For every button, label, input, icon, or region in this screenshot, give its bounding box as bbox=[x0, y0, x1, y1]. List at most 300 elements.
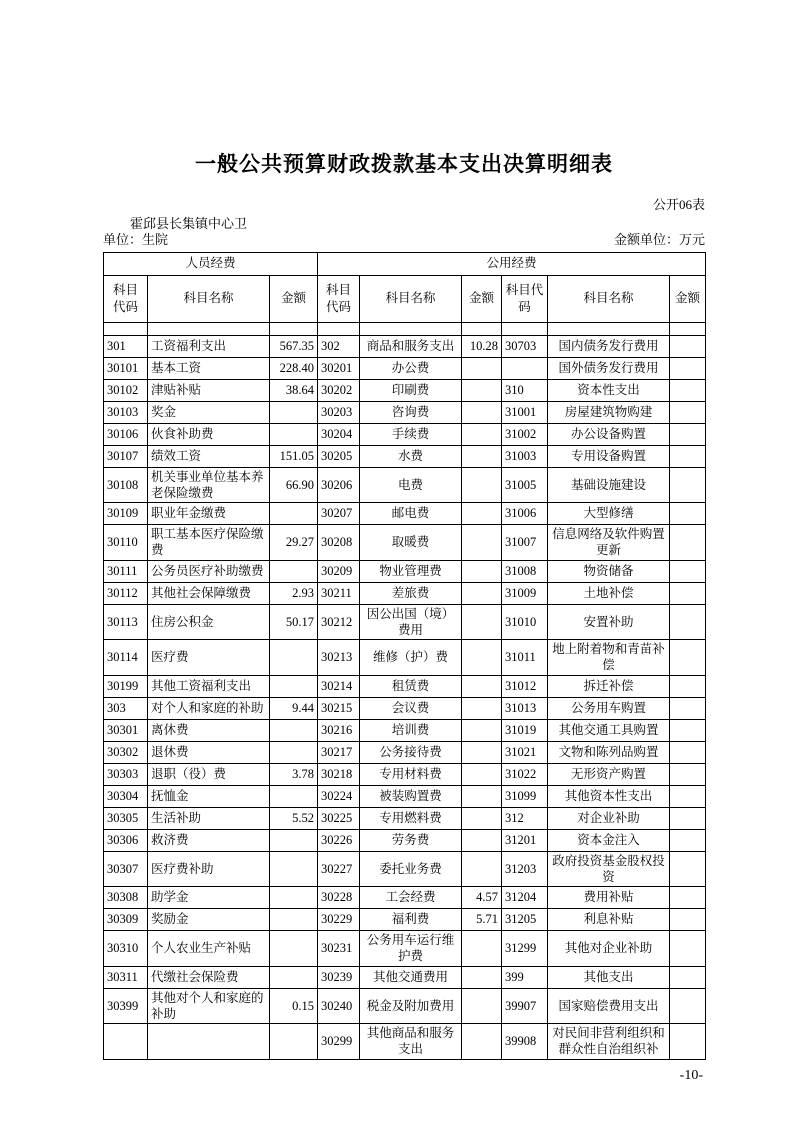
subject-name-cell: 租赁费 bbox=[360, 675, 462, 697]
subject-code-cell: 30399 bbox=[104, 988, 148, 1024]
subject-name-cell: 对民间非营利组织和群众性自治组织补 bbox=[548, 1024, 670, 1060]
subject-code-cell: 30303 bbox=[104, 763, 148, 785]
subject-name-cell: 离休费 bbox=[148, 719, 270, 741]
subject-name-cell: 取暖费 bbox=[360, 525, 462, 561]
amount-cell: 4.57 bbox=[462, 887, 502, 909]
amount-cell bbox=[670, 966, 706, 988]
subject-code-cell: 30301 bbox=[104, 719, 148, 741]
subject-code-cell: 31005 bbox=[502, 467, 548, 503]
subject-name-header: 科目名称 bbox=[148, 275, 270, 322]
subject-code-cell: 31099 bbox=[502, 785, 548, 807]
subject-name-cell: 救济费 bbox=[148, 829, 270, 851]
subject-code-cell: 310 bbox=[502, 379, 548, 401]
amount-cell bbox=[462, 467, 502, 503]
amount-cell bbox=[670, 357, 706, 379]
amount-cell bbox=[270, 401, 318, 423]
amount-cell bbox=[670, 785, 706, 807]
amount-cell bbox=[270, 741, 318, 763]
amount-cell bbox=[270, 785, 318, 807]
unit-name-line2: 单位：生院 bbox=[103, 232, 169, 248]
amount-cell: 38.64 bbox=[270, 379, 318, 401]
subject-code-cell: 31204 bbox=[502, 887, 548, 909]
table-row bbox=[104, 379, 706, 401]
amount-cell: 3.78 bbox=[270, 763, 318, 785]
amount-cell bbox=[670, 423, 706, 445]
subject-code-cell: 31010 bbox=[502, 604, 548, 640]
table-row bbox=[104, 503, 706, 525]
subject-name-cell: 文物和陈列品购置 bbox=[548, 741, 670, 763]
subject-code-cell: 31008 bbox=[502, 560, 548, 582]
subject-name-cell: 基本工资 bbox=[148, 357, 270, 379]
table-row bbox=[104, 525, 706, 561]
subject-name-cell: 职工基本医疗保险缴费 bbox=[148, 525, 270, 561]
subject-name-cell: 专用设备购置 bbox=[548, 445, 670, 467]
subject-code-cell: 30102 bbox=[104, 379, 148, 401]
amount-cell: 10.28 bbox=[462, 335, 502, 357]
subject-name-cell: 专用燃料费 bbox=[360, 807, 462, 829]
amount-cell bbox=[462, 988, 502, 1024]
table-row bbox=[104, 966, 706, 988]
subject-code-cell: 31009 bbox=[502, 582, 548, 604]
subject-code-cell: 303 bbox=[104, 697, 148, 719]
amount-cell bbox=[670, 1024, 706, 1060]
subject-code-cell: 30239 bbox=[318, 966, 360, 988]
table-row bbox=[104, 335, 706, 357]
subject-code-cell: 30302 bbox=[104, 741, 148, 763]
amount-cell bbox=[270, 966, 318, 988]
subject-code-cell: 30208 bbox=[318, 525, 360, 561]
subject-name-cell: 工会经费 bbox=[360, 887, 462, 909]
subject-code-cell: 30703 bbox=[502, 335, 548, 357]
subject-name-cell: 地上附着物和青苗补偿 bbox=[548, 640, 670, 676]
amount-cell bbox=[462, 379, 502, 401]
amount-cell bbox=[670, 445, 706, 467]
subject-name-cell: 维修（护）费 bbox=[360, 640, 462, 676]
amount-cell: 66.90 bbox=[270, 467, 318, 503]
subject-code-cell: 31001 bbox=[502, 401, 548, 423]
subject-code-cell: 31201 bbox=[502, 829, 548, 851]
subject-code-cell: 31002 bbox=[502, 423, 548, 445]
subject-name-cell: 公务员医疗补助缴费 bbox=[148, 560, 270, 582]
amount-cell bbox=[670, 604, 706, 640]
subject-code-cell: 30225 bbox=[318, 807, 360, 829]
subject-name-cell: 差旅费 bbox=[360, 582, 462, 604]
subject-code-cell: 31013 bbox=[502, 697, 548, 719]
empty-cell bbox=[270, 322, 318, 335]
subject-name-cell: 国内债务发行费用 bbox=[548, 335, 670, 357]
subject-name-cell: 水费 bbox=[360, 445, 462, 467]
subject-code-cell: 30304 bbox=[104, 785, 148, 807]
subject-name-cell: 物资储备 bbox=[548, 560, 670, 582]
subject-code-cell: 30214 bbox=[318, 675, 360, 697]
amount-cell bbox=[270, 1024, 318, 1060]
table-row bbox=[104, 640, 706, 676]
subject-name-cell: 资本性支出 bbox=[548, 379, 670, 401]
subject-name-cell: 对个人和家庭的补助 bbox=[148, 697, 270, 719]
subject-code-cell: 30307 bbox=[104, 851, 148, 887]
amount-cell bbox=[670, 582, 706, 604]
subject-name-cell: 委托业务费 bbox=[360, 851, 462, 887]
subject-code-cell: 30231 bbox=[318, 931, 360, 967]
subject-code-cell: 30109 bbox=[104, 503, 148, 525]
amount-cell bbox=[462, 675, 502, 697]
subject-name-cell: 办公费 bbox=[360, 357, 462, 379]
subject-name-cell: 无形资产购置 bbox=[548, 763, 670, 785]
subject-name-cell: 信息网络及软件购置更新 bbox=[548, 525, 670, 561]
subject-code-cell: 30101 bbox=[104, 357, 148, 379]
subject-code-cell: 30240 bbox=[318, 988, 360, 1024]
amount-cell: 9.44 bbox=[270, 697, 318, 719]
subject-code-cell: 30218 bbox=[318, 763, 360, 785]
budget-detail-table bbox=[103, 252, 706, 1060]
amount-cell bbox=[462, 785, 502, 807]
page-number: -10- bbox=[679, 1067, 703, 1083]
subject-name-cell: 其他交通费用 bbox=[360, 966, 462, 988]
amount-cell bbox=[670, 741, 706, 763]
table-row bbox=[104, 851, 706, 887]
subject-name-cell: 机关事业单位基本养老保险缴费 bbox=[148, 467, 270, 503]
subject-name-cell: 奖金 bbox=[148, 401, 270, 423]
subject-name-cell: 印刷费 bbox=[360, 379, 462, 401]
personnel-funds-header: 人员经费 bbox=[104, 252, 318, 275]
amount-cell bbox=[462, 357, 502, 379]
subject-name-cell: 被装购置费 bbox=[360, 785, 462, 807]
amount-cell bbox=[670, 988, 706, 1024]
table-row bbox=[104, 357, 706, 379]
amount-header: 金额 bbox=[670, 275, 706, 322]
amount-cell bbox=[462, 741, 502, 763]
empty-cell bbox=[318, 322, 360, 335]
amount-cell bbox=[270, 887, 318, 909]
subject-name-cell: 费用补贴 bbox=[548, 887, 670, 909]
subject-name-cell: 税金及附加费用 bbox=[360, 988, 462, 1024]
amount-cell bbox=[270, 829, 318, 851]
subject-name-cell: 公务接待费 bbox=[360, 741, 462, 763]
subject-name-cell: 房屋建筑物购建 bbox=[548, 401, 670, 423]
amount-cell bbox=[670, 829, 706, 851]
subject-name-cell: 生活补助 bbox=[148, 807, 270, 829]
table-row bbox=[104, 445, 706, 467]
subject-name-cell: 奖励金 bbox=[148, 909, 270, 931]
subject-name-cell: 其他工资福利支出 bbox=[148, 675, 270, 697]
subject-name-header: 科目名称 bbox=[548, 275, 670, 322]
subject-code-cell: 31205 bbox=[502, 909, 548, 931]
subject-code-cell: 30112 bbox=[104, 582, 148, 604]
subject-code-cell: 30201 bbox=[318, 357, 360, 379]
subject-code-cell: 30204 bbox=[318, 423, 360, 445]
amount-cell bbox=[462, 401, 502, 423]
amount-cell bbox=[670, 401, 706, 423]
subject-code-cell: 30205 bbox=[318, 445, 360, 467]
amount-cell bbox=[270, 675, 318, 697]
subject-name-cell: 抚恤金 bbox=[148, 785, 270, 807]
subject-code-cell: 30207 bbox=[318, 503, 360, 525]
subject-name-cell: 资本金注入 bbox=[548, 829, 670, 851]
empty-cell bbox=[548, 322, 670, 335]
subject-code-cell: 30206 bbox=[318, 467, 360, 503]
subject-code-cell: 30211 bbox=[318, 582, 360, 604]
amount-cell bbox=[270, 560, 318, 582]
amount-cell: 228.40 bbox=[270, 357, 318, 379]
amount-cell bbox=[270, 719, 318, 741]
amount-cell: 151.05 bbox=[270, 445, 318, 467]
amount-cell bbox=[462, 851, 502, 887]
subject-code-cell: 30106 bbox=[104, 423, 148, 445]
table-row bbox=[104, 829, 706, 851]
subject-name-cell: 国外债务发行费用 bbox=[548, 357, 670, 379]
subject-name-cell: 土地补偿 bbox=[548, 582, 670, 604]
subject-name-cell: 公务用车运行维护费 bbox=[360, 931, 462, 967]
table-row bbox=[104, 719, 706, 741]
subject-name-cell: 个人农业生产补贴 bbox=[148, 931, 270, 967]
subject-name-cell: 公务用车购置 bbox=[548, 697, 670, 719]
table-row bbox=[104, 785, 706, 807]
amount-cell bbox=[670, 525, 706, 561]
subject-code-cell: 30215 bbox=[318, 697, 360, 719]
amount-cell bbox=[462, 525, 502, 561]
amount-cell: 0.15 bbox=[270, 988, 318, 1024]
amount-cell bbox=[462, 1024, 502, 1060]
subject-code-cell: 30228 bbox=[318, 887, 360, 909]
subject-code-cell: 30113 bbox=[104, 604, 148, 640]
table-row bbox=[104, 931, 706, 967]
amount-cell bbox=[670, 697, 706, 719]
amount-cell: 50.17 bbox=[270, 604, 318, 640]
subject-code-cell: 30308 bbox=[104, 887, 148, 909]
subject-name-cell: 工资福利支出 bbox=[148, 335, 270, 357]
table-row bbox=[104, 988, 706, 1024]
subject-code-cell: 31299 bbox=[502, 931, 548, 967]
subject-code-cell: 31021 bbox=[502, 741, 548, 763]
subject-name-cell: 其他对企业补助 bbox=[548, 931, 670, 967]
document-content bbox=[103, 148, 705, 1084]
subject-code-cell: 30212 bbox=[318, 604, 360, 640]
table-row bbox=[104, 582, 706, 604]
amount-cell bbox=[462, 560, 502, 582]
empty-cell bbox=[360, 322, 462, 335]
subject-code-cell: 30309 bbox=[104, 909, 148, 931]
subject-code-cell bbox=[104, 1024, 148, 1060]
amount-cell bbox=[462, 423, 502, 445]
subject-name-cell: 会议费 bbox=[360, 697, 462, 719]
subject-name-cell: 医疗费补助 bbox=[148, 851, 270, 887]
subject-name-cell: 培训费 bbox=[360, 719, 462, 741]
amount-cell bbox=[462, 697, 502, 719]
amount-cell bbox=[670, 851, 706, 887]
subject-name-cell: 退休费 bbox=[148, 741, 270, 763]
subject-name-cell: 国家赔偿费用支出 bbox=[548, 988, 670, 1024]
subject-name-cell: 商品和服务支出 bbox=[360, 335, 462, 357]
subject-code-cell: 399 bbox=[502, 966, 548, 988]
amount-cell bbox=[670, 887, 706, 909]
empty-cell bbox=[104, 322, 148, 335]
subject-name-cell: 办公设备购置 bbox=[548, 423, 670, 445]
amount-cell bbox=[670, 675, 706, 697]
amount-cell bbox=[462, 829, 502, 851]
amount-cell: 5.52 bbox=[270, 807, 318, 829]
subject-name-cell: 其他交通工具购置 bbox=[548, 719, 670, 741]
budget-table-body bbox=[104, 335, 706, 1059]
subject-name-cell: 政府投资基金股权投资 bbox=[548, 851, 670, 887]
subject-name-cell: 职业年金缴费 bbox=[148, 503, 270, 525]
subject-name-cell: 专用材料费 bbox=[360, 763, 462, 785]
public-funds-header: 公用经费 bbox=[318, 252, 706, 275]
amount-cell bbox=[670, 379, 706, 401]
amount-cell bbox=[670, 560, 706, 582]
column-header-row bbox=[104, 275, 706, 322]
subject-name-cell: 手续费 bbox=[360, 423, 462, 445]
subject-name-cell: 退职（役）费 bbox=[148, 763, 270, 785]
table-row bbox=[104, 401, 706, 423]
amount-cell bbox=[462, 763, 502, 785]
subject-name-cell: 咨询费 bbox=[360, 401, 462, 423]
amount-cell bbox=[462, 719, 502, 741]
subject-name-cell: 绩效工资 bbox=[148, 445, 270, 467]
table-row bbox=[104, 909, 706, 931]
subject-name-cell: 其他社会保障缴费 bbox=[148, 582, 270, 604]
subject-code-cell: 301 bbox=[104, 335, 148, 357]
table-row bbox=[104, 675, 706, 697]
amount-cell bbox=[462, 604, 502, 640]
subject-name-cell: 其他商品和服务支出 bbox=[360, 1024, 462, 1060]
amount-cell bbox=[670, 640, 706, 676]
subject-name-cell: 其他资本性支出 bbox=[548, 785, 670, 807]
subject-name-cell: 伙食补助费 bbox=[148, 423, 270, 445]
table-number-label: 公开06表 bbox=[652, 197, 705, 212]
amount-cell bbox=[270, 851, 318, 887]
subject-name-cell: 安置补助 bbox=[548, 604, 670, 640]
subject-code-cell: 30226 bbox=[318, 829, 360, 851]
amount-cell bbox=[670, 909, 706, 931]
table-row bbox=[104, 604, 706, 640]
subject-name-cell: 津贴补贴 bbox=[148, 379, 270, 401]
amount-cell bbox=[462, 445, 502, 467]
table-row bbox=[104, 423, 706, 445]
table-row bbox=[104, 887, 706, 909]
group-header-row bbox=[104, 252, 706, 275]
amount-cell bbox=[670, 467, 706, 503]
subject-name-cell bbox=[148, 1024, 270, 1060]
subject-code-cell: 30310 bbox=[104, 931, 148, 967]
subject-name-cell: 因公出国（境）费用 bbox=[360, 604, 462, 640]
amount-cell bbox=[670, 503, 706, 525]
subject-name-cell: 住房公积金 bbox=[148, 604, 270, 640]
amount-cell bbox=[670, 763, 706, 785]
amount-cell bbox=[462, 807, 502, 829]
amount-header: 金额 bbox=[462, 275, 502, 322]
subject-name-cell: 其他对个人和家庭的补助 bbox=[148, 988, 270, 1024]
amount-cell bbox=[270, 909, 318, 931]
subject-name-cell: 代缴社会保险费 bbox=[148, 966, 270, 988]
subject-code-cell: 30114 bbox=[104, 640, 148, 676]
unit-name-line1: 霍邱县长集镇中心卫 bbox=[130, 216, 248, 231]
unit-amount-row bbox=[103, 232, 705, 248]
amount-cell bbox=[462, 582, 502, 604]
subject-name-cell: 拆迁补偿 bbox=[548, 675, 670, 697]
empty-cell bbox=[502, 322, 548, 335]
subject-code-cell: 30111 bbox=[104, 560, 148, 582]
subject-code-header: 科目代码 bbox=[104, 275, 148, 322]
amount-cell: 5.71 bbox=[462, 909, 502, 931]
amount-cell bbox=[462, 931, 502, 967]
amount-cell bbox=[270, 503, 318, 525]
subject-code-header: 科目代码 bbox=[502, 275, 548, 322]
subject-code-cell: 30199 bbox=[104, 675, 148, 697]
subject-name-cell: 利息补贴 bbox=[548, 909, 670, 931]
empty-cell bbox=[148, 322, 270, 335]
subject-code-cell: 39907 bbox=[502, 988, 548, 1024]
amount-cell bbox=[462, 966, 502, 988]
table-row bbox=[104, 807, 706, 829]
empty-cell bbox=[670, 322, 706, 335]
subject-code-cell: 31019 bbox=[502, 719, 548, 741]
amount-cell bbox=[270, 931, 318, 967]
subject-code-cell: 30203 bbox=[318, 401, 360, 423]
amount-header: 金额 bbox=[270, 275, 318, 322]
subject-code-cell: 31022 bbox=[502, 763, 548, 785]
subject-name-header: 科目名称 bbox=[360, 275, 462, 322]
amount-cell bbox=[270, 423, 318, 445]
subject-code-header: 科目代码 bbox=[318, 275, 360, 322]
subject-code-cell: 31007 bbox=[502, 525, 548, 561]
subject-code-cell: 31012 bbox=[502, 675, 548, 697]
amount-cell bbox=[670, 807, 706, 829]
subject-name-cell: 电费 bbox=[360, 467, 462, 503]
subject-code-cell: 30306 bbox=[104, 829, 148, 851]
amount-cell bbox=[670, 335, 706, 357]
subject-code-cell: 30311 bbox=[104, 966, 148, 988]
subject-code-cell: 30209 bbox=[318, 560, 360, 582]
subject-code-cell: 31011 bbox=[502, 640, 548, 676]
table-row bbox=[104, 763, 706, 785]
subject-name-cell: 助学金 bbox=[148, 887, 270, 909]
subject-code-cell: 31003 bbox=[502, 445, 548, 467]
subject-code-cell: 31006 bbox=[502, 503, 548, 525]
subject-name-cell: 大型修缮 bbox=[548, 503, 670, 525]
subject-code-cell: 30103 bbox=[104, 401, 148, 423]
amount-cell bbox=[670, 719, 706, 741]
subject-name-cell: 对企业补助 bbox=[548, 807, 670, 829]
amount-cell bbox=[270, 640, 318, 676]
empty-cell bbox=[462, 322, 502, 335]
subject-code-cell: 30108 bbox=[104, 467, 148, 503]
subject-code-cell: 30227 bbox=[318, 851, 360, 887]
subject-code-cell: 30217 bbox=[318, 741, 360, 763]
subject-code-cell: 30202 bbox=[318, 379, 360, 401]
subject-name-cell: 劳务费 bbox=[360, 829, 462, 851]
subject-name-cell: 物业管理费 bbox=[360, 560, 462, 582]
table-row bbox=[104, 741, 706, 763]
subject-code-cell: 30299 bbox=[318, 1024, 360, 1060]
amount-cell bbox=[462, 640, 502, 676]
subject-code-cell: 30216 bbox=[318, 719, 360, 741]
page-title: 一般公共预算财政拨款基本支出决算明细表 bbox=[195, 152, 613, 176]
table-row bbox=[104, 467, 706, 503]
subject-name-cell: 其他支出 bbox=[548, 966, 670, 988]
table-row bbox=[104, 560, 706, 582]
subject-code-cell: 30229 bbox=[318, 909, 360, 931]
subject-code-cell: 30305 bbox=[104, 807, 148, 829]
subject-code-cell: 39908 bbox=[502, 1024, 548, 1060]
subject-code-cell: 31203 bbox=[502, 851, 548, 887]
amount-cell: 567.35 bbox=[270, 335, 318, 357]
amount-cell: 2.93 bbox=[270, 582, 318, 604]
subject-code-cell: 302 bbox=[318, 335, 360, 357]
table-row bbox=[104, 697, 706, 719]
subject-code-cell: 312 bbox=[502, 807, 548, 829]
amount-cell bbox=[670, 931, 706, 967]
subject-code-cell: 30224 bbox=[318, 785, 360, 807]
